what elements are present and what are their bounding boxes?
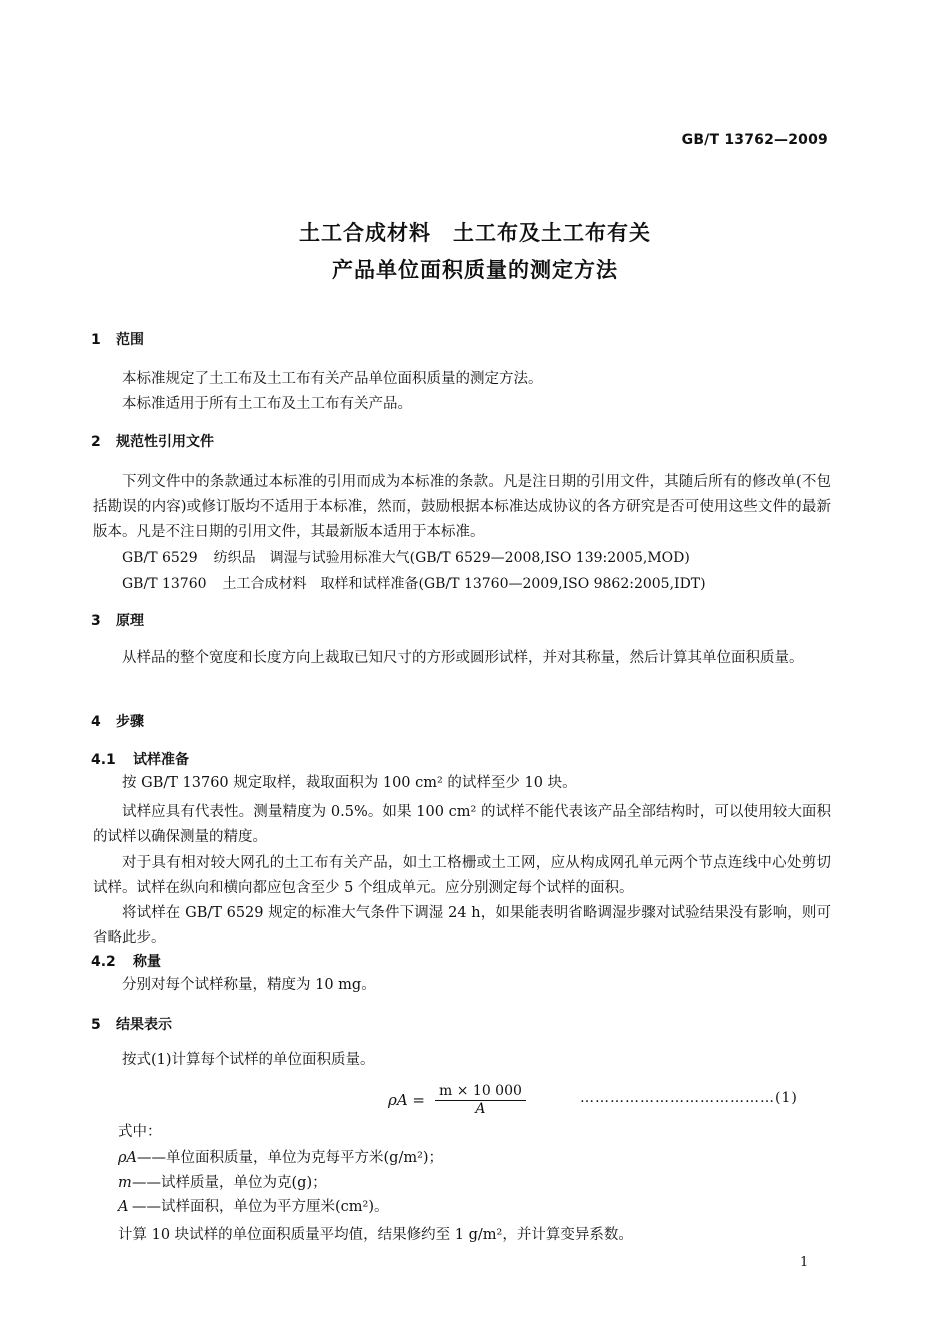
document-title-line-2: 产品单位面积质量的测定方法 (332, 258, 618, 282)
page-number: 1 (800, 1255, 809, 1270)
section-title: 试样准备 (133, 752, 189, 768)
formula-numerator: m × 10 000 (435, 1083, 526, 1101)
section-4-heading (91, 711, 144, 731)
section-title: 步骤 (116, 714, 144, 730)
where-label: 式中： (118, 1124, 162, 1140)
section-4-1-paragraph-2: 试样应具有代表性。测量精度为 0.5%。如果 100 cm² 的试样不能代表该产品全部结构时，可以使用较大面积的试样以确保测量的精度。 (93, 804, 831, 845)
section-3-paragraph-1: 从样品的整个宽度和长度方向上裁取已知尺寸的方形或圆形试样，并对其称量，然后计算其单位面积质量。 (122, 650, 804, 666)
document-title-line-1: 土工合成材料 土工布及土工布有关 (299, 221, 651, 245)
section-number: 1 (91, 332, 101, 348)
reference-text: 土工合成材料 取样和试样准备(GB/T 13760—2009,ISO 9862:2005,IDT) (222, 576, 706, 592)
reference-text: 纺织品 调湿与试验用标准大气(GB/T 6529—2008,ISO 139:2005,MOD) (213, 550, 690, 566)
variable-description: ——试样质量，单位为克(g)； (132, 1175, 327, 1191)
section-5-paragraph-1: 按式(1)计算每个试样的单位面积质量。 (122, 1052, 375, 1068)
section-4-1-heading (91, 749, 189, 769)
section-number: 2 (91, 434, 101, 450)
section-number: 4.2 (91, 954, 116, 970)
section-title: 结果表示 (116, 1017, 172, 1033)
section-title: 范围 (116, 332, 144, 348)
reference-code: GB/T 13760 (122, 576, 207, 592)
variable-definition-a (118, 1195, 389, 1220)
section-number: 5 (91, 1017, 101, 1033)
variable-symbol: A (118, 1199, 129, 1215)
formula-1 (388, 1083, 526, 1117)
reference-code: GB/T 6529 (122, 550, 198, 566)
section-1-heading (91, 329, 144, 349)
section-3-heading (91, 610, 144, 630)
section-4-1-paragraph-4: 将试样在 GB/T 6529 规定的标准大气条件下调湿 24 h，如果能表明省略调湿步骤对试验结果没有影响，则可省略此步。 (93, 905, 831, 946)
variable-description: ——单位面积质量，单位为克每平方米(g/m²)； (137, 1150, 444, 1166)
section-number: 4 (91, 714, 101, 730)
section-5-paragraph-2: 计算 10 块试样的单位面积质量平均值，结果修约至 1 g/m²，并计算变异系数。 (118, 1227, 633, 1243)
variable-definition-m (118, 1171, 327, 1196)
section-5-heading (91, 1014, 172, 1034)
section-number: 4.1 (91, 752, 116, 768)
section-4-2-heading (91, 951, 161, 971)
normative-reference-1 (122, 547, 690, 567)
section-title: 规范性引用文件 (116, 434, 214, 450)
section-1-paragraph-1: 本标准规定了土工布及土工布有关产品单位面积质量的测定方法。 (122, 371, 543, 387)
formula-lhs: ρA = (388, 1091, 425, 1109)
section-1-paragraph-2: 本标准适用于所有土工布及土工布有关产品。 (122, 396, 412, 412)
formula-denominator: A (475, 1101, 486, 1117)
section-number: 3 (91, 613, 101, 629)
variable-description: ——试样面积，单位为平方厘米(cm²)。 (132, 1199, 389, 1215)
section-title: 原理 (116, 613, 144, 629)
section-4-2-paragraph-1: 分别对每个试样称量，精度为 10 mg。 (122, 977, 376, 993)
section-title: 称量 (133, 954, 161, 970)
section-4-1-paragraph-3: 对于具有相对较大网孔的土工布有关产品，如土工格栅或土工网，应从构成网孔单元两个节点连线中心处剪切试样。试样在纵向和横向都应包含至少 5 个组成单元。应分别测定每个试样的面积。 (93, 855, 831, 896)
variable-symbol: ρA (118, 1150, 137, 1166)
variable-symbol: m (118, 1175, 132, 1191)
standard-code: GB/T 13762—2009 (681, 132, 828, 148)
section-2-heading (91, 431, 214, 451)
section-4-1-paragraph-1: 按 GB/T 13760 规定取样，裁取面积为 100 cm² 的试样至少 10 块。 (122, 775, 577, 791)
formula-fraction (435, 1083, 526, 1117)
normative-reference-2 (122, 573, 706, 593)
formula-number: …………………………………(1) (580, 1090, 798, 1106)
variable-definition-rho (118, 1146, 443, 1171)
section-2-paragraph-1: 下列文件中的条款通过本标准的引用而成为本标准的条款。凡是注日期的引用文件，其随后所有的修改单(不包括勘误的内容)或修订版均不适用于本标准，然而，鼓励根据本标准达成协议的各方研究是否可使用这些文件的最新版本。凡是不注日期的引用文件，其最新版本适用于本标准。 (93, 474, 831, 540)
